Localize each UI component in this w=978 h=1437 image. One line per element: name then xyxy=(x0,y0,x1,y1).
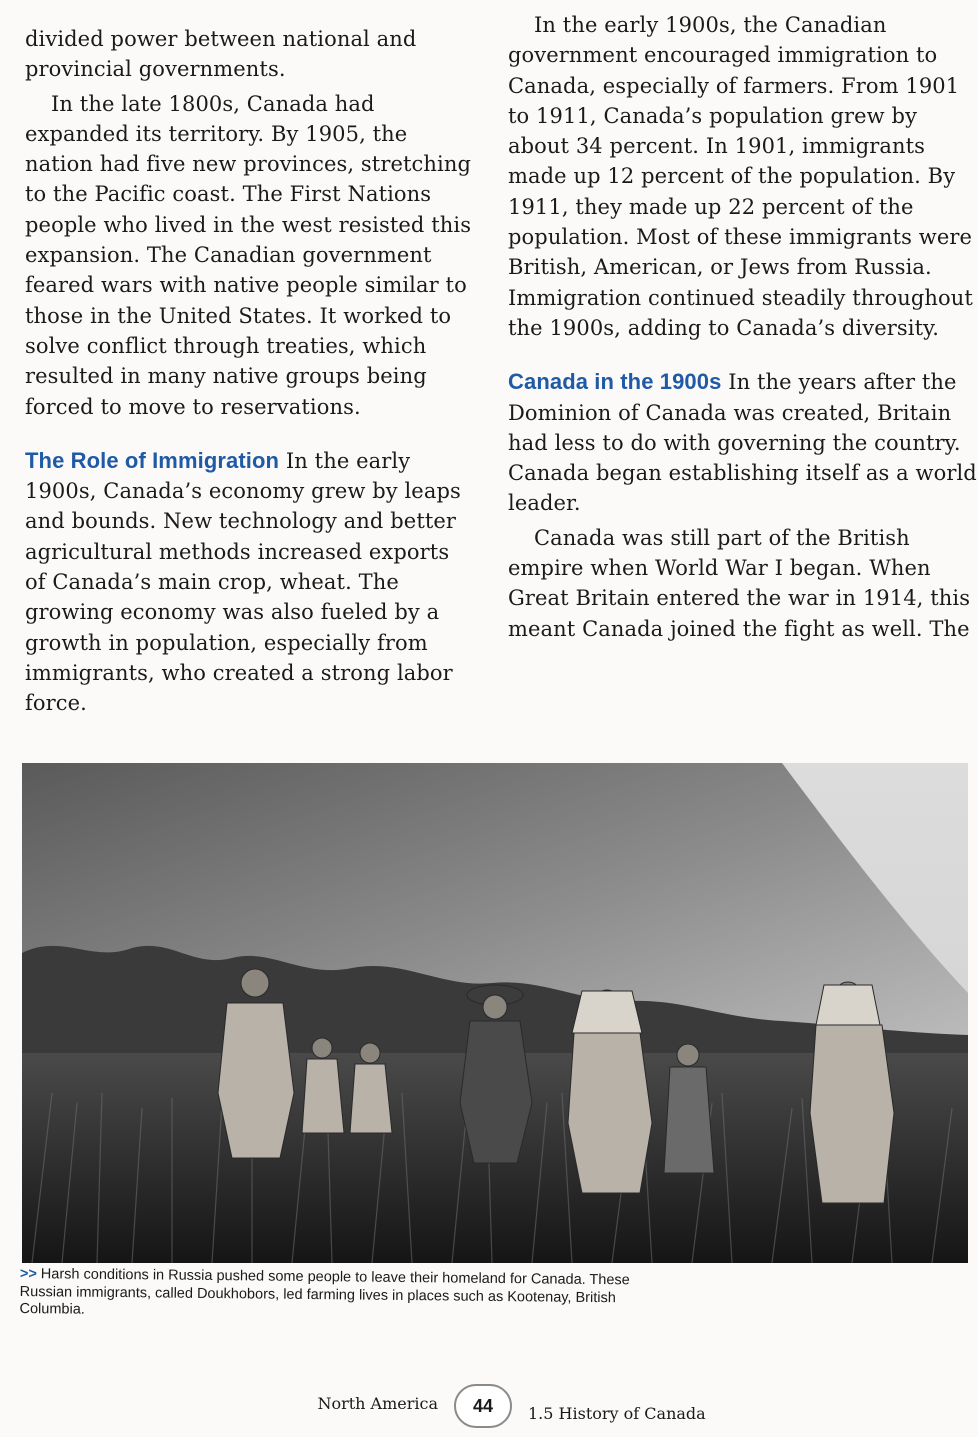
footer-section-right: 1.5 History of Canada xyxy=(528,1404,706,1423)
photo-caption xyxy=(19,1266,660,1325)
caption-text: Harsh conditions in Russia pushed some people to leave their homeland for Canada. These Russian immigrants, called Doukhobors, led farming lives in places such as Kootenay, British Columbia. xyxy=(19,1266,630,1318)
role-of-immigration-section xyxy=(25,446,475,719)
doukhobor-immigrants-photo xyxy=(22,763,968,1263)
left-paragraph-2: In the late 1800s, Canada had expanded its territory. By 1905, the nation had five new provinces, stretching to the Pacific coast. The First Nations people who lived in the west resisted this expansion. The Canadian government feared wars with native people similar to those in the United States. It worked to solve conflict through treaties, which resulted in many native groups being forced to move to reservations. xyxy=(25,91,472,419)
caption-marker-icon: >> xyxy=(19,1266,37,1283)
right-paragraph-1: In the early 1900s, the Canadian government encouraged immigration to Canada, especially of farmers. From 1901 to 1911, Canada’s population grew by about 34 percent. In 1901, immigrants made up 12 percent of the population. By 1911, they made up 22 percent of the population. Most of these immigrants were British, American, or Jews from Russia. Immigration continued steadily throughout the 1900s, adding to Canada’s diversity. xyxy=(508,13,973,340)
role-of-immigration-text: In the early 1900s, Canada’s economy grew by leaps and bounds. New technology and better agricultural methods increased exports of Canada’s main crop, wheat. The growing economy was also fueled by a growth in population, especially from immigrants, who created a strong labor force. xyxy=(25,448,461,716)
page-number: 44 xyxy=(454,1384,512,1428)
page-footer xyxy=(0,1380,978,1430)
canada-in-1900s-text: In the years after the Dominion of Canada was created, Britain had less to do with governing the country. Canada began establishing itself as a world leader. xyxy=(508,370,977,516)
canada-in-1900s-section xyxy=(508,367,978,518)
right-column xyxy=(508,10,978,644)
left-paragraph-1: divided power between national and provincial governments. xyxy=(25,27,417,82)
section-heading-canada-in-1900s: Canada in the 1900s xyxy=(508,369,722,395)
section-heading-role-of-immigration: The Role of Immigration xyxy=(25,447,280,473)
footer-section-left: North America xyxy=(317,1394,438,1413)
left-column xyxy=(25,24,475,719)
right-paragraph-3: Canada was still part of the British empire when World War I began. When Great Britain entered the war in 1914, this meant Canada joined the fight as well. The xyxy=(508,525,971,641)
